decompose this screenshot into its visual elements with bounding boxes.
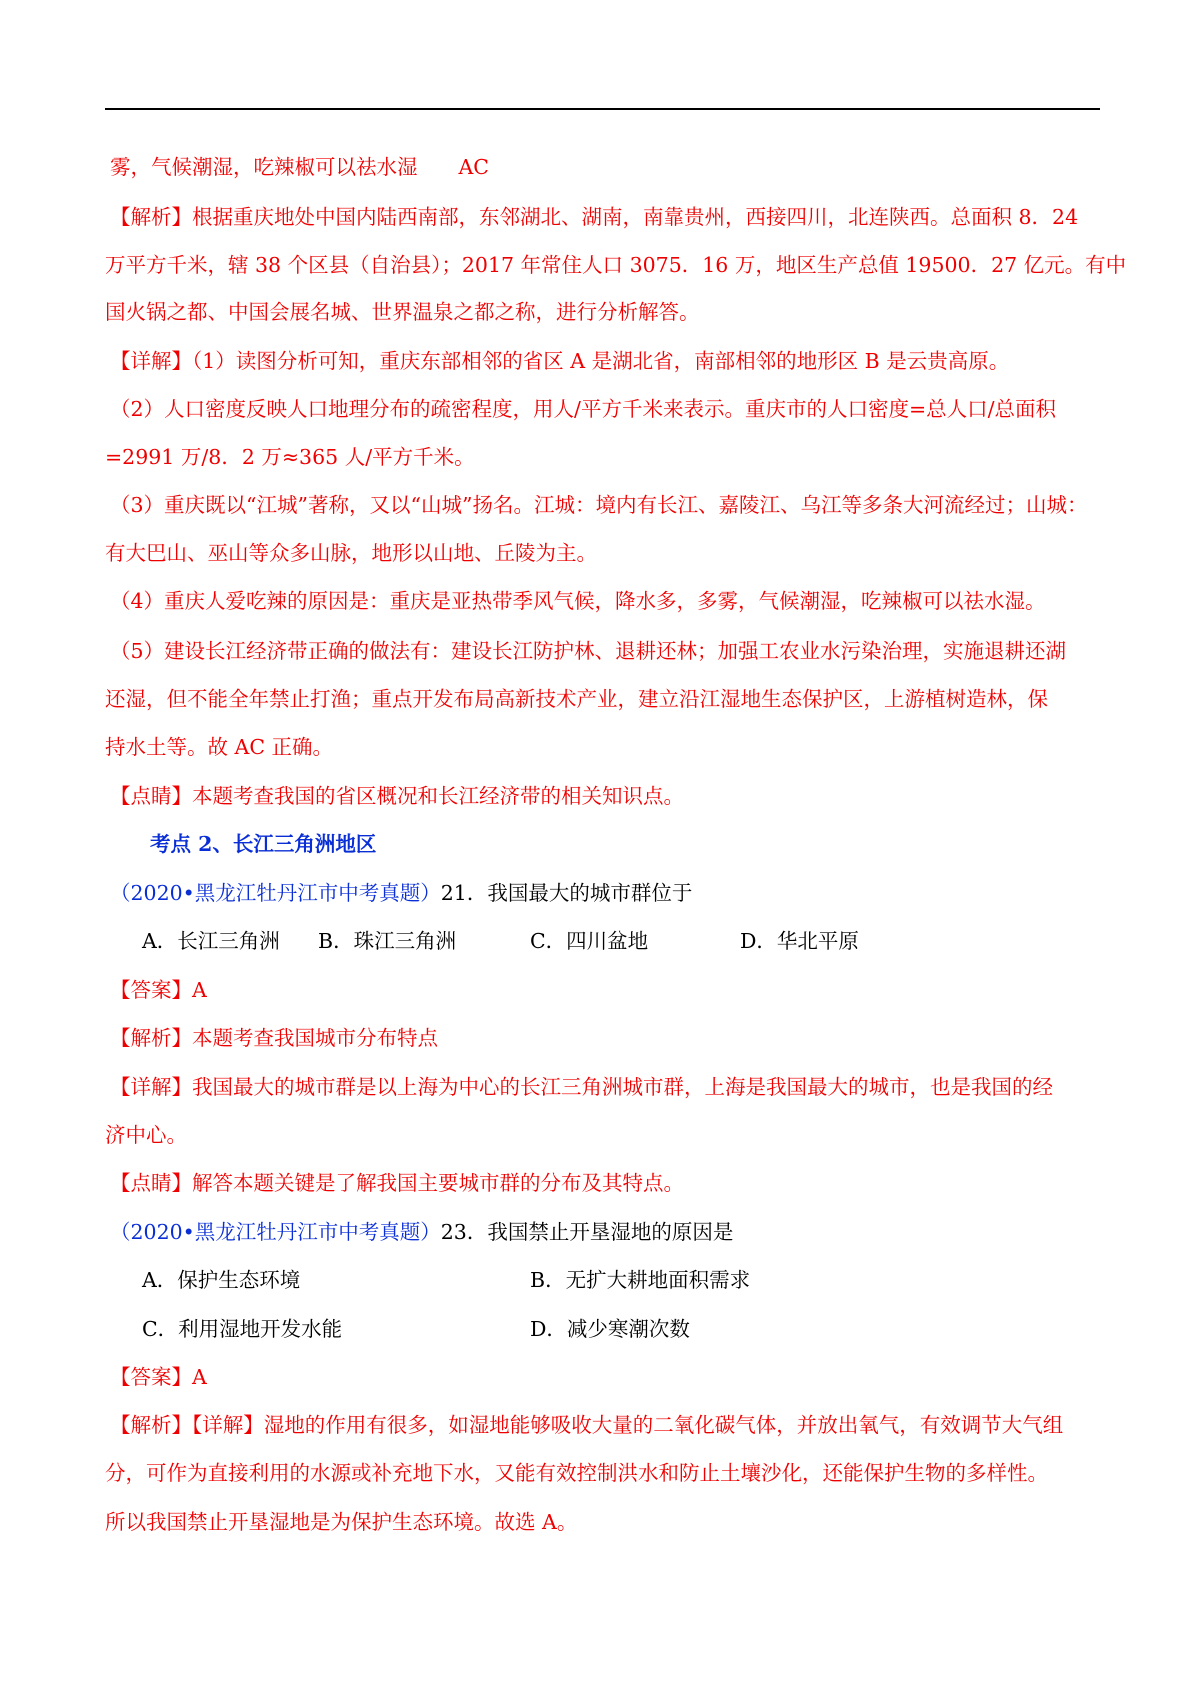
- answer-tag: 【答案】: [110, 1365, 192, 1389]
- analysis-text: 根据重庆地处中国内陆西南部，东邻湖北、湖南，南靠贵州，西接四川，北连陕西。总面积 8．24: [192, 205, 1079, 229]
- answer-value: A: [192, 978, 207, 1002]
- option-d: D．华北平原: [740, 929, 859, 953]
- detail-line: 有大巴山、巫山等众多山脉，地形以山地、丘陵为主。: [105, 541, 597, 565]
- option-c: C．四川盆地: [530, 929, 649, 953]
- analysis-tag: 【解析】: [110, 1026, 192, 1050]
- detail-line: 济中心。: [105, 1123, 187, 1147]
- analysis-tag: 【解析】【详解】: [110, 1413, 264, 1437]
- detail-line: [110, 1072, 1053, 1102]
- answer-line: [110, 1362, 207, 1392]
- question-stem: 21．我国最大的城市群位于: [440, 881, 693, 905]
- pointer-tag: 【点睛】: [110, 784, 192, 808]
- detail-line: （2）人口密度反映人口地理分布的疏密程度，用人/平方千米来表示。重庆市的人口密度=总人口/总面积: [110, 397, 1057, 421]
- header-rule: [105, 108, 1100, 110]
- pointer-line: [110, 1168, 684, 1198]
- option-c: C．利用湿地开发水能: [142, 1317, 343, 1341]
- detail-line: 持水土等。故 AC 正确。: [105, 735, 334, 759]
- analysis-line: 国火锅之都、中国会展名城、世界温泉之都之称，进行分析解答。: [105, 300, 700, 324]
- question-23: [110, 1217, 733, 1247]
- analysis-tag: 【解析】: [110, 205, 192, 229]
- answer-value: A: [192, 1365, 207, 1389]
- question-stem: 23．我国禁止开垦湿地的原因是: [440, 1220, 734, 1244]
- option-a: A．长江三角洲: [142, 929, 280, 953]
- detail-line: 还湿，但不能全年禁止打渔；重点开发布局高新技术产业，建立沿江湿地生态保护区，上游植树造林，保: [105, 687, 1048, 711]
- pointer-line: [110, 781, 684, 811]
- analysis-text: 湿地的作用有很多，如湿地能够吸收大量的二氧化碳气体，并放出氧气，有效调节大气组: [263, 1413, 1064, 1437]
- detail-tag: 【详解】: [110, 349, 192, 373]
- option-b: B．珠江三角洲: [318, 929, 457, 953]
- detail-line: =2991 万/8．2 万≈365 人/平方千米。: [105, 445, 475, 469]
- analysis-line: [110, 1410, 1063, 1440]
- answer-line: [110, 975, 207, 1005]
- analysis-line: [110, 202, 1078, 232]
- option-a: A．保护生态环境: [142, 1268, 301, 1292]
- detail-text: 我国最大的城市群是以上海为中心的长江三角洲城市群，上海是我国最大的城市，也是我国的经: [192, 1075, 1053, 1099]
- pointer-text: 解答本题关键是了解我国主要城市群的分布及其特点。: [192, 1171, 684, 1195]
- detail-tag: 【详解】: [110, 1075, 192, 1099]
- question-source: （2020•黑龙江牡丹江市中考真题）: [110, 881, 441, 905]
- pointer-tag: 【点睛】: [110, 1171, 192, 1195]
- analysis-line: [110, 1023, 438, 1053]
- option-d: D．减少寒潮次数: [530, 1317, 690, 1341]
- answer-tag: 【答案】: [110, 978, 192, 1002]
- section-title: 考点 2、长江三角洲地区: [150, 832, 377, 856]
- detail-line: （3）重庆既以“江城”著称，又以“山城”扬名。江城：境内有长江、嘉陵江、乌江等多条大河流经过；山城：: [110, 493, 1088, 517]
- continued-answer: 雾，气候潮湿，吃辣椒可以祛水湿 AC: [110, 155, 489, 179]
- pointer-text: 本题考查我国的省区概况和长江经济带的相关知识点。: [192, 784, 684, 808]
- detail-line: [110, 346, 1009, 376]
- question-source: （2020•黑龙江牡丹江市中考真题）: [110, 1220, 441, 1244]
- analysis-line: 分，可作为直接利用的水源或补充地下水，又能有效控制洪水和防止土壤沙化，还能保护生物的多样性。: [105, 1461, 1048, 1485]
- option-b: B．无扩大耕地面积需求: [530, 1268, 751, 1292]
- analysis-text: 本题考查我国城市分布特点: [192, 1026, 438, 1050]
- analysis-line: 所以我国禁止开垦湿地是为保护生态环境。故选 A。: [105, 1510, 578, 1534]
- detail-text: （1）读图分析可知，重庆东部相邻的省区 A 是湖北省，南部相邻的地形区 B 是云贵高原。: [192, 349, 1010, 373]
- detail-line: （4）重庆人爱吃辣的原因是：重庆是亚热带季风气候，降水多，多雾，气候潮湿，吃辣椒可以祛水湿。: [110, 589, 1046, 613]
- detail-line: （5）建设长江经济带正确的做法有：建设长江防护林、退耕还林；加强工农业水污染治理，实施退耕还湖: [110, 639, 1067, 663]
- question-21: [110, 878, 692, 908]
- analysis-line: 万平方千米，辖 38 个区县（自治县）；2017 年常住人口 3075．16 万，地区生产总值 19500．27 亿元。有中: [105, 253, 1127, 277]
